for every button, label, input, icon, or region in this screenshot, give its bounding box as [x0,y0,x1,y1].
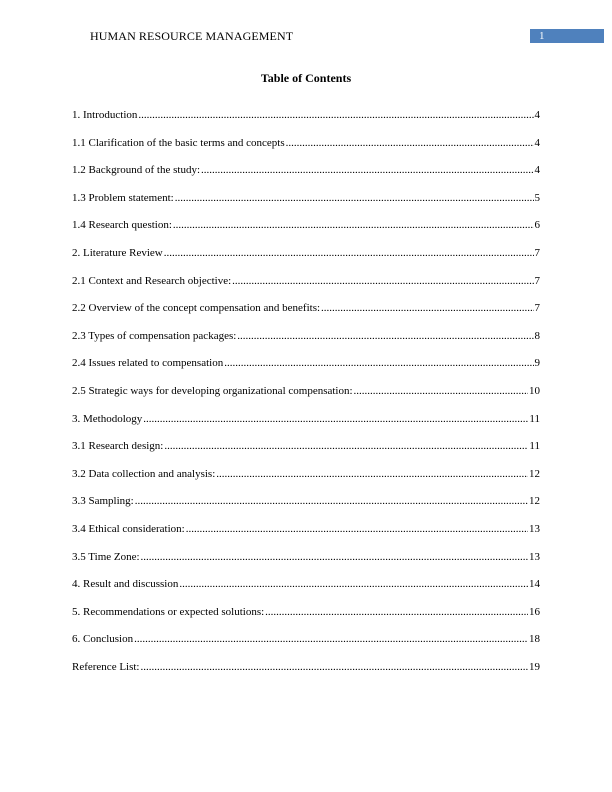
toc-entry-page: 10 [529,384,540,397]
toc-entry-issues-compensation[interactable] [72,357,540,385]
page-number: 1 [539,30,545,42]
toc-entry-label: 2.2 Overview of the concept compensation and benefits: [72,302,321,315]
toc-entry-page: 8 [534,329,540,342]
toc-entry-label: 5. Recommendations or expected solutions: [72,605,265,618]
toc-entry-label: 1.3 Problem statement: [72,191,174,204]
toc-entry-label: 2.1 Context and Research objective: [72,274,232,287]
toc-entry-page: 6 [534,219,540,232]
toc-entry-page: 16 [529,605,540,618]
toc-entry-time-zone[interactable] [72,551,540,579]
toc-entry-page: 4 [534,109,540,121]
toc-entry-page: 18 [529,633,540,646]
toc-entry-label: 2.5 Strategic ways for developing organizational compensation: [72,384,353,397]
running-header-title: HUMAN RESOURCE MANAGEMENT [90,29,294,43]
toc-dot-leader [224,357,533,369]
toc-entry-conclusion[interactable] [72,633,540,661]
toc-entry-data-collection[interactable] [72,468,540,496]
toc-entry-page: 12 [529,495,540,508]
toc-dot-leader [141,551,528,563]
toc-dot-leader [134,633,528,645]
toc-entry-introduction[interactable] [72,109,540,137]
toc-title: Table of Contents [260,71,352,85]
toc-dot-leader [179,578,528,590]
toc-entry-label: 6. Conclusion [72,633,134,646]
toc-dot-leader [216,468,528,480]
page-number-badge [530,29,604,43]
toc-entry-methodology[interactable] [72,413,540,441]
toc-entry-label: 3.3 Sampling: [72,495,134,508]
toc-entry-label: 4. Result and discussion [72,578,179,591]
toc-entry-page: 9 [534,357,540,370]
toc-entry-background[interactable] [72,164,540,192]
toc-entry-research-question[interactable] [72,219,540,247]
toc-entry-result-discussion[interactable] [72,578,540,606]
toc-dot-leader [286,137,534,149]
toc-entry-page: 12 [529,467,540,480]
toc-entry-page: 7 [534,246,540,259]
toc-entry-sampling[interactable] [72,495,540,523]
toc-entry-label: 3. Methodology [72,412,143,425]
toc-entry-page: 11 [529,440,540,453]
toc-entry-label: 3.5 Time Zone: [72,550,140,563]
toc-entry-overview-compensation[interactable] [72,302,540,330]
toc-dot-leader [354,385,528,397]
toc-dot-leader [175,192,534,204]
toc-entry-label: 1.2 Background of the study: [72,164,201,177]
toc-dot-leader [143,413,528,425]
toc-entry-label: 3.4 Ethical consideration: [72,522,185,535]
toc-dot-leader [201,164,533,176]
toc-list [72,109,540,688]
toc-entry-page: 19 [529,660,540,673]
toc-entry-page: 11 [529,412,540,425]
toc-entry-ethical-consideration[interactable] [72,523,540,551]
toc-entry-page: 13 [529,550,540,563]
toc-entry-page: 7 [534,302,540,315]
toc-entry-page: 14 [529,578,540,591]
toc-entry-problem-statement[interactable] [72,192,540,220]
toc-entry-label: 3.2 Data collection and analysis: [72,467,216,480]
toc-dot-leader [164,440,528,452]
toc-dot-leader [186,523,528,535]
toc-entry-literature-review[interactable] [72,247,540,275]
toc-dot-leader [237,330,533,342]
toc-entry-label: 2.4 Issues related to compensation [72,357,224,370]
toc-entry-label: 1. Introduction [72,109,138,121]
toc-dot-leader [173,219,534,231]
toc-entry-recommendations[interactable] [72,606,540,634]
toc-entry-label: 2. Literature Review [72,246,163,259]
toc-entry-label: 2.3 Types of compensation packages: [72,329,237,342]
toc-entry-clarification[interactable] [72,137,540,165]
toc-entry-label: 3.1 Research design: [72,440,164,453]
toc-entry-page: 5 [534,191,540,204]
toc-entry-context-objective[interactable] [72,275,540,303]
toc-entry-research-design[interactable] [72,440,540,468]
toc-dot-leader [265,606,528,618]
toc-dot-leader [164,247,534,259]
toc-entry-reference-list[interactable] [72,661,540,689]
toc-entry-page: 13 [529,522,540,535]
toc-entry-label: 1.1 Clarification of the basic terms and concepts [72,136,285,149]
toc-dot-leader [138,109,533,121]
toc-entry-page: 4 [534,164,540,177]
toc-entry-strategic-ways[interactable] [72,385,540,413]
toc-dot-leader [141,661,529,673]
toc-entry-label: 1.4 Research question: [72,219,172,232]
toc-dot-leader [321,302,533,314]
toc-entry-page: 4 [534,136,540,149]
toc-entry-page: 7 [534,274,540,287]
toc-dot-leader [135,495,528,507]
toc-entry-label: Reference List: [72,660,140,673]
toc-entry-types-compensation[interactable] [72,330,540,358]
toc-dot-leader [232,275,533,287]
